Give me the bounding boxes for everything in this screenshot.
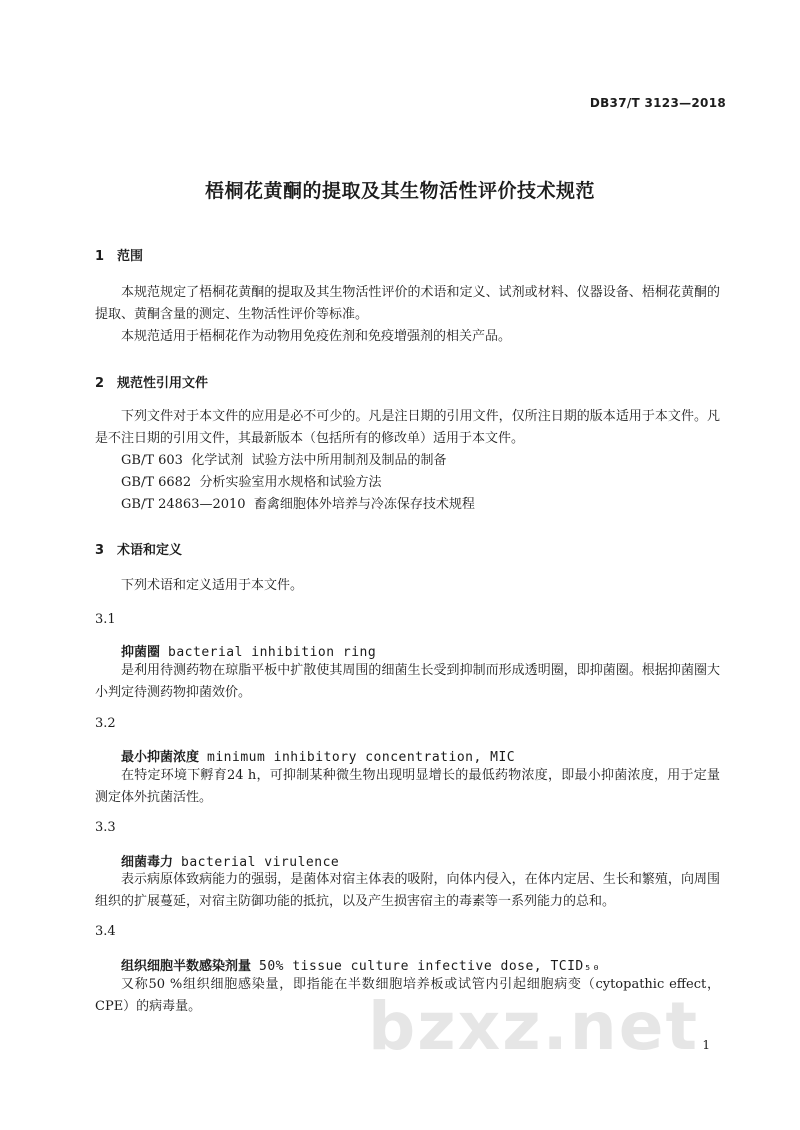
term-zh: 抑菌圈 (121, 645, 161, 660)
paragraph: 本规范规定了梧桐花黄酮的提取及其生物活性评价的术语和定义、试剂或材料、仪器设备、梧桐花黄酮的提取、黄酮含量的测定、生物活性评价等标准。 (95, 285, 720, 322)
term-definition: 在特定环境下孵育24 h，可抑制某种微生物出现明显增长的最低药物浓度，即最小抑菌浓度，用于定量测定体外抗菌活性。 (95, 768, 720, 805)
reference-item: GB/T 24863—2010 畜禽细胞体外培养与冷冻保存技术规程 (121, 497, 475, 512)
term-zh: 组织细胞半数感染剂量 (121, 959, 252, 974)
term-heading (121, 851, 339, 870)
term-zh: 最小抑菌浓度 (121, 750, 200, 765)
section-title: 规范性引用文件 (117, 376, 209, 391)
section-number: 2 (95, 376, 105, 391)
reference-item: GB/T 603 化学试剂 试验方法中所用制剂及制品的制备 (121, 453, 447, 468)
paragraph: 下列文件对于本文件的应用是必不可少的。凡是注日期的引用文件，仅所注日期的版本适用于本文件。凡是不注日期的引用文件，其最新版本（包括所有的修改单）适用于本文件。 (95, 409, 720, 446)
document-code: DB37/T 3123—2018 (589, 96, 726, 110)
term-number: 3.1 (95, 612, 116, 627)
term-en: minimum inhibitory concentration, MIC (207, 750, 516, 765)
term-definition: 表示病原体致病能力的强弱，是菌体对宿主体表的吸附，向体内侵入，在体内定居、生长和繁殖，向周围组织的扩展蔓延，对宿主防御功能的抵抗，以及产生损害宿主的毒素等一系列能力的总和。 (95, 872, 720, 909)
term-number: 3.3 (95, 820, 116, 835)
term-en: 50% tissue culture infective dose, TCID₅₀ (259, 959, 601, 974)
page-number: 1 (702, 1038, 710, 1052)
term-zh: 细菌毒力 (121, 855, 174, 870)
section-number: 1 (95, 249, 105, 264)
term-heading (121, 746, 515, 765)
term-definition: 又称50 %组织细胞感染量，即指能在半数细胞培养板或试管内引起细胞病变（cytopathic effect，CPE）的病毒量。 (95, 977, 720, 1014)
paragraph: 下列术语和定义适用于本文件。 (121, 578, 304, 593)
term-heading (121, 641, 376, 660)
paragraph: 本规范适用于梧桐花作为动物用免疫佐剂和免疫增强剂的相关产品。 (121, 329, 512, 344)
document-title: 梧桐花黄酮的提取及其生物活性评价技术规范 (204, 180, 595, 202)
term-en: bacterial virulence (181, 855, 340, 870)
section-number: 3 (95, 543, 105, 558)
reference-item: GB/T 6682 分析实验室用水规格和试验方法 (121, 475, 382, 490)
section-heading-2 (95, 372, 208, 391)
term-number: 3.2 (95, 716, 116, 731)
term-number: 3.4 (95, 924, 116, 939)
section-title: 范围 (117, 249, 144, 264)
term-heading (121, 955, 600, 974)
section-heading-1 (95, 245, 143, 264)
term-en: bacterial inhibition ring (168, 645, 377, 660)
watermark: bzxz.net (368, 988, 700, 1065)
section-title: 术语和定义 (117, 543, 183, 558)
section-heading-3 (95, 539, 182, 558)
term-definition: 是利用待测药物在琼脂平板中扩散使其周围的细菌生长受到抑制而形成透明圈，即抑菌圈。根据抑菌圈大小判定待测药物抑菌效价。 (95, 663, 720, 700)
